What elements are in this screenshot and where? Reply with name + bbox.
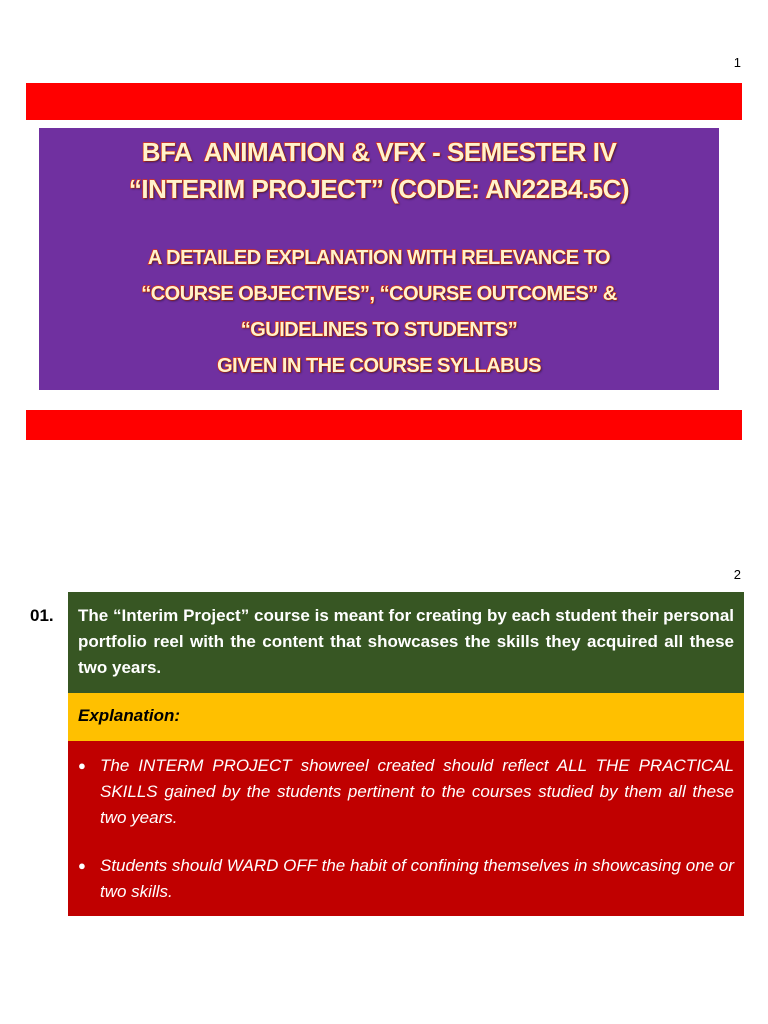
- bullet-text: The INTERM PROJECT showreel created should reflect ALL THE PRACTICAL SKILLS gained by the students pertinent to the courses studied by them all these two years.: [100, 756, 734, 827]
- subtitle-line-1: A DETAILED EXPLANATION WITH RELEVANCE TO: [147, 247, 611, 269]
- list-item: [78, 753, 734, 831]
- top-red-bar: [26, 83, 742, 120]
- page-number: 1: [733, 55, 741, 70]
- list-item: [78, 853, 734, 905]
- statement-box: [68, 592, 744, 693]
- explanation-header: [68, 693, 744, 741]
- bullet-icon: ●: [78, 758, 86, 773]
- subtitle-line-2: “COURSE OBJECTIVES”, “COURSE OUTCOMES” &: [141, 283, 617, 305]
- explanation-bullets: [68, 741, 744, 916]
- bullet-text: Students should WARD OFF the habit of confining themselves in showcasing one or two skills.: [100, 856, 734, 901]
- bottom-red-bar: [26, 410, 742, 440]
- subtitle-line-4: GIVEN IN THE COURSE SYLLABUS: [217, 355, 541, 377]
- title-box: [39, 128, 719, 390]
- item-number: 01.: [30, 606, 54, 625]
- title-line-1: BFA ANIMATION & VFX - SEMESTER IV: [141, 137, 617, 167]
- title-line-2: “INTERIM PROJECT” (CODE: AN22B4.5C): [128, 174, 630, 204]
- bullet-icon: ●: [78, 858, 86, 873]
- subtitle-line-3: “GUIDELINES TO STUDENTS”: [240, 319, 518, 341]
- statement-text: The “Interim Project” course is meant for creating by each student their personal portfolio reel with the content that showcases the skills they acquired all these two years.: [78, 606, 734, 677]
- page-number: 2: [733, 567, 741, 582]
- explanation-label: Explanation:: [78, 706, 181, 725]
